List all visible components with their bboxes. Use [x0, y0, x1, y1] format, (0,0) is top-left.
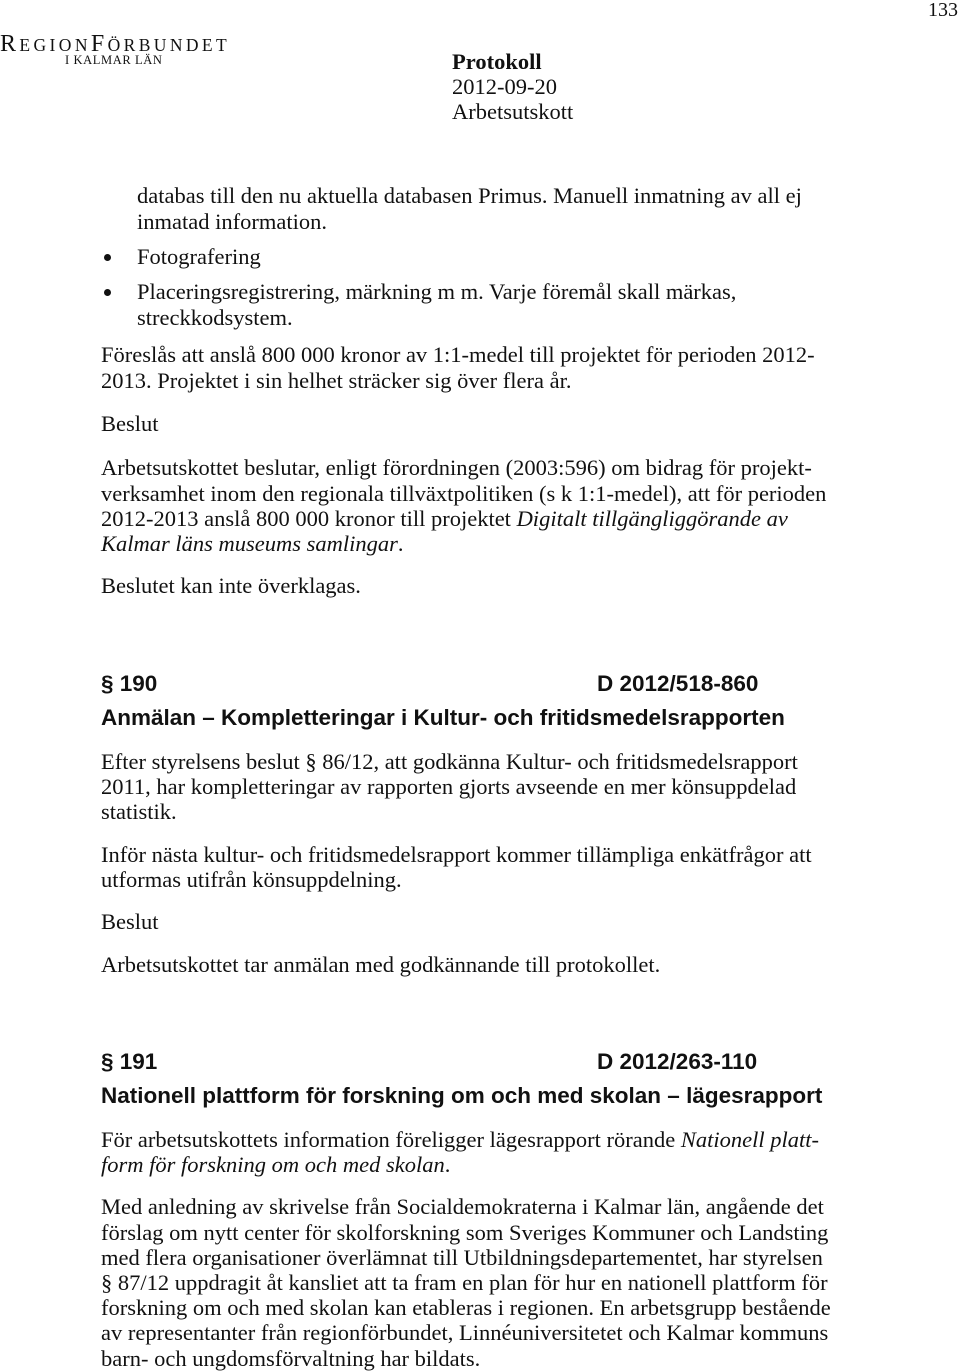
text-line	[101, 1152, 450, 1177]
text-line: inmatad information.	[137, 209, 327, 234]
text-line: § 87/12 uppdragit åt kansliet att ta fram en plan för hur en nationell plattform för	[101, 1270, 828, 1295]
section-title: Anmälan – Kompletteringar i Kultur- och fritidsmedelsrapporten	[101, 705, 785, 730]
section-title: Nationell plattform för forskning om och med skolan – lägesrapport	[101, 1083, 823, 1108]
emphasis-text: Digitalt tillgängliggörande av	[516, 506, 788, 531]
decision-heading: Beslut	[101, 909, 159, 934]
emphasis-text: form för forskning om och med skolan	[101, 1152, 445, 1177]
text-line: Inför nästa kultur- och fritidsmedelsrapport kommer tillämpliga enkätfrågor att	[101, 842, 812, 867]
bullet-marker	[104, 254, 111, 261]
document-type: Protokoll	[452, 49, 542, 74]
appeal-note: Beslutet kan inte överklagas.	[101, 573, 361, 598]
section-number: § 191	[101, 1049, 158, 1074]
logo-letters: ÖRBUNDET	[107, 35, 231, 55]
text-line: statistik.	[101, 799, 177, 824]
text-line	[101, 1127, 819, 1152]
emphasis-text: Nationell platt-	[680, 1127, 819, 1152]
logo-letters: EGION	[19, 35, 91, 55]
plain-text: .	[444, 1152, 451, 1177]
text-line: 2013. Projektet i sin helhet sträcker sig över flera år.	[101, 368, 572, 393]
text-line: Arbetsutskottet beslutar, enligt förordningen (2003:596) om bidrag för projekt-	[101, 455, 812, 480]
text-line: Med anledning av skrivelse från Socialdemokraterna i Kalmar län, angående det	[101, 1194, 824, 1219]
list-item-text: Placeringsregistrering, märkning m m. Varje föremål skall märkas,	[137, 279, 737, 304]
plain-text: 2012-2013 anslå 800 000 kronor till projektet	[101, 506, 517, 531]
committee-name: Arbetsutskott	[452, 99, 574, 124]
decision-heading: Beslut	[101, 411, 159, 436]
plain-text: .	[397, 531, 404, 556]
diary-number: D 2012/518-860	[597, 671, 759, 696]
document-date: 2012-09-20	[452, 74, 557, 99]
text-line	[101, 531, 404, 556]
text-line: utformas utifrån könsuppdelning.	[101, 867, 402, 892]
text-line	[101, 506, 788, 531]
text-line: Arbetsutskottet tar anmälan med godkännande till protokollet.	[101, 952, 661, 977]
text-line: databas till den nu aktuella databasen Primus. Manuell inmatning av all ej	[137, 183, 802, 208]
text-line: verksamhet inom den regionala tillväxtpolitiken (s k 1:1-medel), att för perioden	[101, 481, 827, 506]
plain-text: För arbetsutskottets information föreligger lägesrapport rörande	[101, 1127, 681, 1152]
list-item-text: Fotografering	[137, 244, 261, 269]
list-item-text: streckkodsystem.	[137, 305, 293, 330]
text-line: Föreslås att anslå 800 000 kronor av 1:1-medel till projektet för perioden 2012-	[101, 342, 815, 367]
text-line: av representanter från regionförbundet, Linnéuniversitetet och Kalmar kommuns	[101, 1320, 829, 1345]
text-line: med flera organisationer överlämnat till Utbildningsdepartementet, har styrelsen	[101, 1245, 823, 1270]
logo-initial: F	[90, 31, 108, 57]
diary-number: D 2012/263-110	[597, 1049, 758, 1074]
bullet-marker	[104, 289, 111, 296]
logo-initial: R	[0, 31, 20, 57]
text-line: Efter styrelsens beslut § 86/12, att godkänna Kultur- och fritidsmedelsrapport	[101, 749, 798, 774]
emphasis-text: Kalmar läns museums samlingar	[101, 531, 398, 556]
text-line: 2011, har kompletteringar av rapporten gjorts avseende en mer könsuppdelad	[101, 774, 797, 799]
text-line: förslag om nytt center för skolforskning som Sveriges Kommuner och Landsting	[101, 1220, 829, 1245]
text-line: forskning om och med skolan kan etableras i regionen. En arbetsgrupp bestående	[101, 1295, 831, 1320]
page-number: 133	[928, 0, 958, 21]
logo-subtitle: I KALMAR LÄN	[65, 53, 163, 67]
section-number: § 190	[101, 671, 158, 696]
text-line: barn- och ungdomsförvaltning har bildats.	[101, 1346, 481, 1371]
